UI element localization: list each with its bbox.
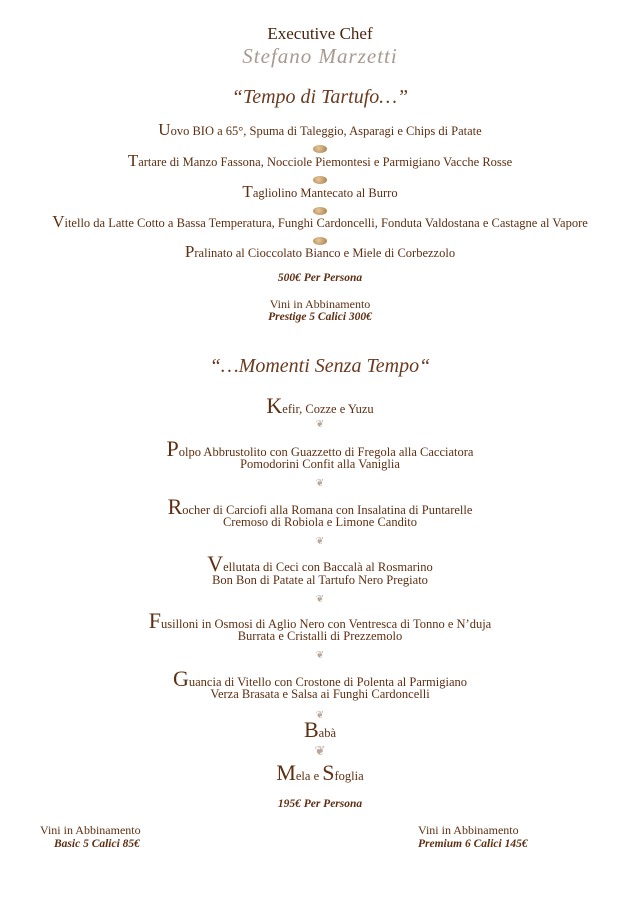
item-subtext: Cremoso di Robiola e Limone Candito: [222, 515, 418, 529]
menu1-item: [0, 242, 640, 262]
sprig-icon: ❦: [314, 743, 326, 758]
sprig-icon: ❦: [315, 710, 325, 721]
sprig-icon: ❦: [315, 594, 325, 605]
drop-cap: P: [184, 242, 195, 261]
item-text: ellutata di Ceci con Baccalà al Rosmarino: [223, 560, 433, 574]
wine-price: Premium 6 Calici 145€: [418, 838, 528, 850]
drop-cap: T: [242, 182, 253, 201]
drop-cap: V: [52, 212, 65, 231]
item-text: itello da Latte Cotto a Bassa Temperatura, Funghi Cardoncelli, Fonduta Valdostana e Castagne al Vapore: [64, 216, 588, 230]
wine-price: Basic 5 Calici 85€: [54, 838, 140, 850]
item-subtext: Verza Brasata e Salsa ai Funghi Cardoncelli: [210, 687, 430, 701]
wine-label: Vini in Abbinamento: [418, 823, 519, 837]
menu2-title: “…Momenti Senza Tempo“: [209, 355, 431, 377]
item-subtext: Pomodorini Confit alla Vaniglia: [240, 457, 400, 471]
dessert-baba: [0, 717, 640, 743]
item-text: ovo BIO a 65°, Spuma di Taleggio, Asparagi e Chips di Patate: [170, 124, 482, 138]
menu1-item: [0, 120, 640, 140]
item-text: ralinato al Cioccolato Bianco e Miele di Corbezzolo: [194, 246, 456, 260]
menu1-price: 500€ Per Persona: [277, 272, 363, 284]
item-text: olpo Abbrustolito con Guazzetto di Fregola alla Cacciatora: [178, 445, 474, 459]
executive-chef-label: Executive Chef: [267, 24, 373, 43]
menu1-wine-price: Prestige 5 Calici 300€: [268, 311, 372, 323]
item-text: abà: [318, 726, 337, 740]
drop-cap: B: [303, 717, 319, 742]
drop-cap: S: [322, 760, 335, 785]
drop-cap: R: [167, 494, 183, 519]
menu1-item: [0, 151, 640, 171]
item-text: foglia: [334, 769, 364, 783]
drop-cap: V: [207, 551, 224, 576]
sprig-icon: ❦: [315, 650, 325, 661]
sprig-icon: ❦: [315, 536, 325, 547]
drop-cap: P: [166, 436, 179, 461]
item-text: uancia di Vitello con Crostone di Polenta al Parmigiano: [188, 675, 468, 689]
item-text: agliolino Mantecato al Burro: [252, 186, 398, 200]
menu1-item: [0, 182, 640, 202]
item-text: ocher di Carciofi alla Romana con Insalatina di Puntarelle: [182, 503, 473, 517]
drop-cap: K: [266, 393, 283, 418]
chef-signature: Stefano Marzetti: [242, 44, 398, 68]
wine-premium: [418, 823, 528, 850]
drop-cap: T: [127, 151, 139, 170]
item-text: ela e: [295, 769, 323, 783]
drop-cap: M: [276, 760, 296, 785]
drop-cap: G: [172, 666, 189, 691]
menu1-item: [0, 212, 640, 232]
item-text: artare di Manzo Fassona, Nocciole Piemontesi e Parmigiano Vacche Rosse: [138, 155, 513, 169]
menu1-wine-label: Vini in Abbinamento: [269, 297, 371, 311]
item-subtext: Burrata e Cristalli di Prezzemolo: [237, 629, 403, 643]
drop-cap: F: [148, 608, 161, 633]
sprig-icon: ❦: [315, 419, 325, 430]
wine-label: Vini in Abbinamento: [40, 823, 141, 837]
menu1-title: “Tempo di Tartufo…”: [231, 86, 409, 108]
sprig-icon: ❦: [315, 478, 325, 489]
wine-basic: [40, 823, 141, 850]
item-text: efir, Cozze e Yuzu: [282, 402, 374, 416]
dessert-mela-sfoglia: [0, 760, 640, 786]
item-subtext: Bon Bon di Patate al Tartufo Nero Pregiato: [212, 573, 428, 587]
drop-cap: U: [158, 120, 171, 139]
item-text: usilloni in Osmosi di Aglio Nero con Ventresca di Tonno e N’duja: [161, 617, 492, 631]
menu2-price: 195€ Per Persona: [277, 798, 363, 810]
